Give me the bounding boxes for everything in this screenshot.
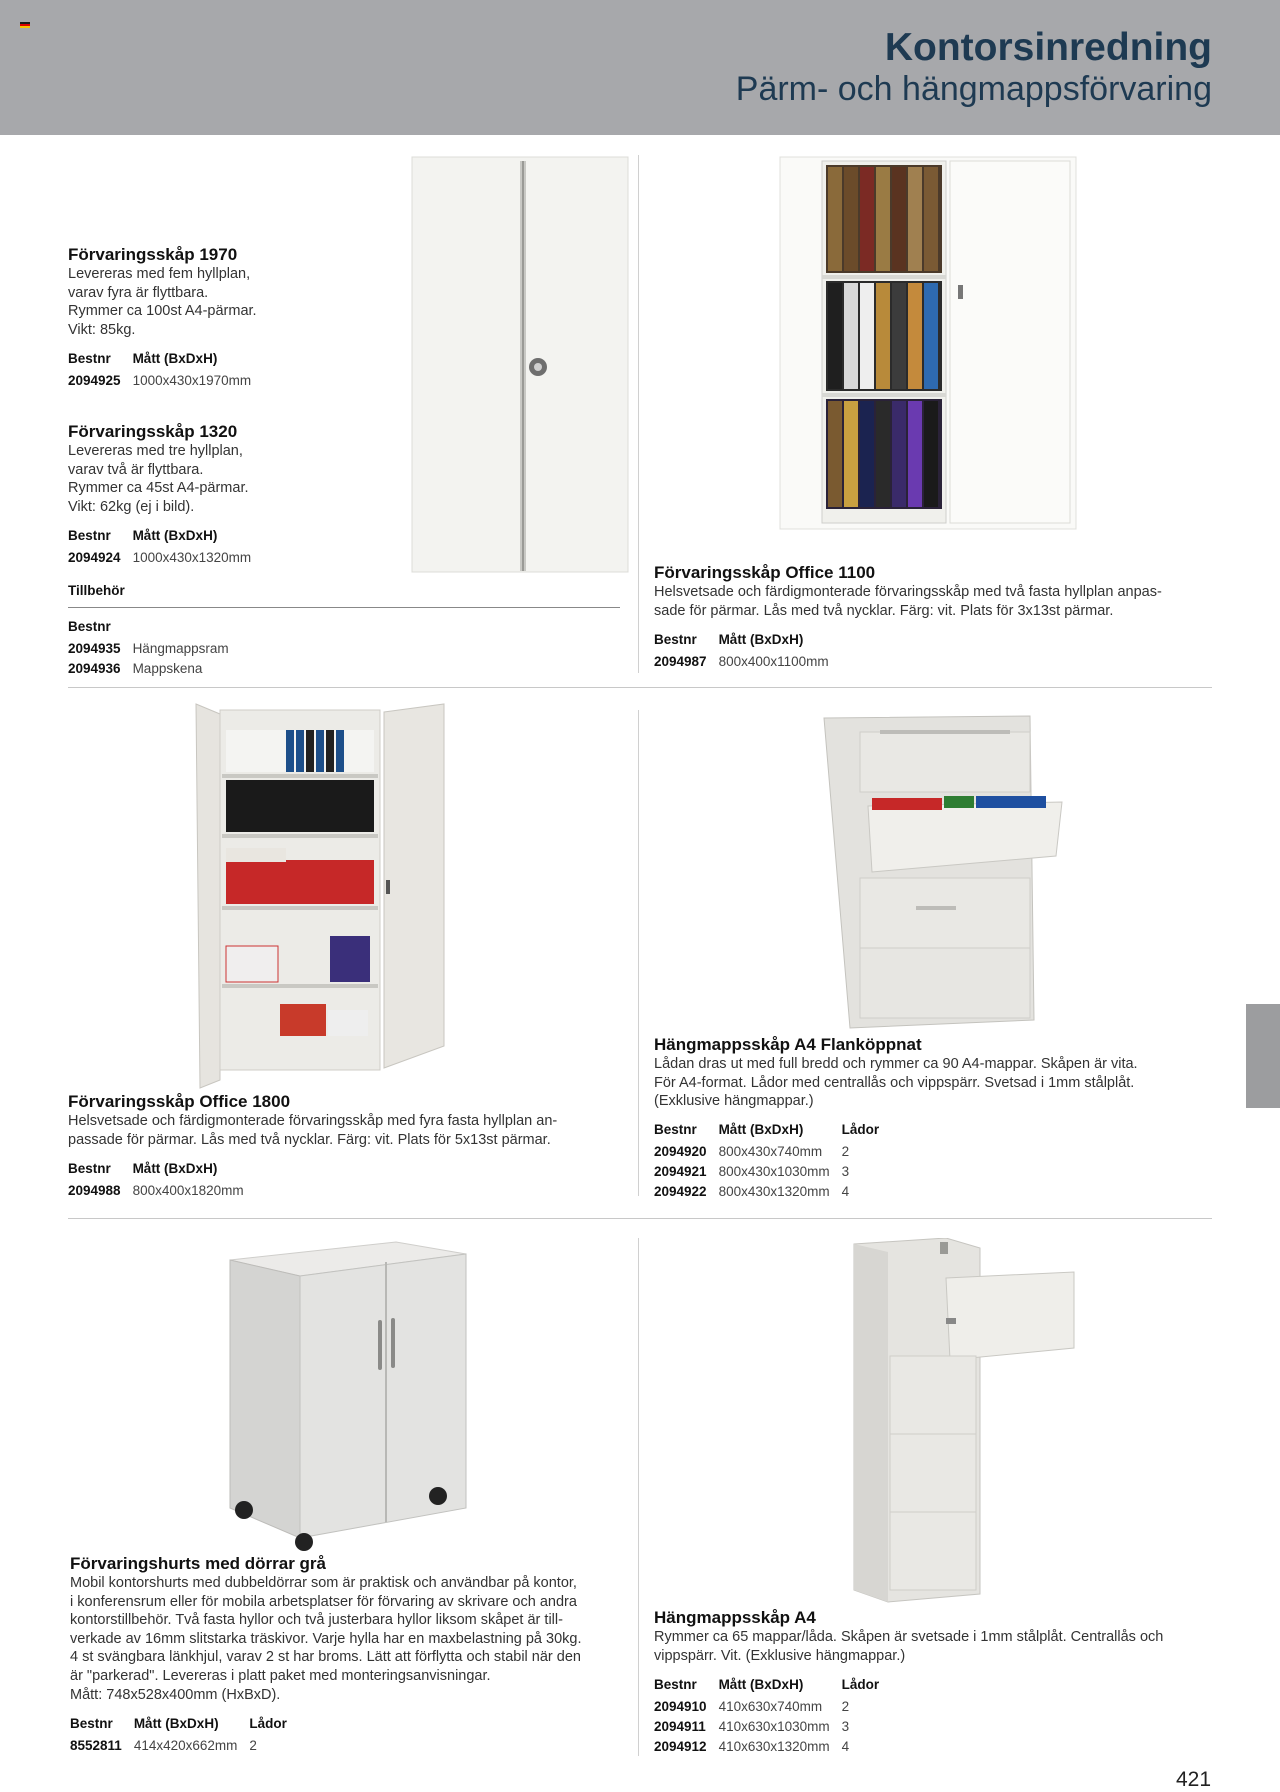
table-row — [654, 1697, 891, 1717]
cell-matt: 1000x430x1970mm — [132, 373, 252, 389]
cell-lador: 2 — [841, 1144, 850, 1160]
product-office-1800 — [68, 1091, 628, 1201]
table-row — [70, 1736, 299, 1756]
cell-matt: 800x430x1030mm — [718, 1164, 830, 1180]
product-desc-line: Rymmer ca 100st A4-pärmar. — [68, 303, 257, 320]
product-desc-line: Rymmer ca 45st A4-pärmar. — [68, 480, 249, 497]
product-hurts — [70, 1553, 630, 1756]
cell-matt: 414x420x662mm — [133, 1737, 238, 1753]
spec-table — [654, 1673, 891, 1757]
product-1970 — [68, 244, 398, 391]
table-row — [68, 640, 241, 660]
cell-lador: 4 — [841, 1738, 850, 1754]
col-bestnr: Bestnr — [654, 631, 697, 647]
col-matt: Mått (BxDxH) — [132, 528, 218, 544]
table-row — [654, 1163, 891, 1183]
cell-bestnr: 2094936 — [68, 661, 121, 677]
product-desc-line: Levereras med tre hyllplan, — [68, 443, 243, 459]
cell-matt: 410x630x1320mm — [718, 1738, 830, 1754]
cell-bestnr: 2094911 — [654, 1718, 706, 1734]
cell-bestnr: 2094935 — [68, 641, 121, 657]
cell-lador: 3 — [841, 1718, 850, 1734]
cell-bestnr: 2094912 — [654, 1738, 707, 1754]
spec-table — [68, 524, 263, 568]
product-title: Hängmappsskåp A4 — [654, 1608, 816, 1627]
product-flankoppnat — [654, 1034, 1214, 1203]
product-title: Förvaringsskåp Office 1800 — [68, 1092, 291, 1111]
product-image-cabinet-1970 — [410, 155, 630, 575]
col-matt: Mått (BxDxH) — [718, 631, 804, 647]
product-image-flankoppnat — [820, 710, 1070, 1030]
cell-matt: 410x630x740mm — [718, 1698, 823, 1714]
product-desc-line: i konferensrum eller för mobila arbetsplatser för förvaring av skrivare och andra — [70, 1593, 577, 1610]
product-desc-line: 4 st svängbara länkhjul, varav 2 st har broms. Lätt att förflytta och stabil när den — [70, 1649, 581, 1666]
product-desc-line: Mått: 748x528x400mm (HxBxD). — [70, 1686, 281, 1703]
product-desc-line: Vikt: 85kg. — [68, 321, 136, 338]
page-number: 421 — [1176, 1768, 1212, 1791]
product-desc-line: För A4-format. Lådor med centrallås och vippspärr. Svetsad i 1mm stålplåt. — [654, 1074, 1135, 1091]
product-desc-line: Helsvetsade och färdigmonterade förvaringsskåp med fyra fasta hyllplan an- — [68, 1113, 558, 1129]
product-title: Förvaringsskåp 1320 — [68, 422, 238, 441]
accessories-title: Tillbehör — [68, 582, 620, 608]
product-image-hangmappsskap-a4 — [850, 1238, 1080, 1608]
table-row — [68, 548, 263, 568]
row-divider — [68, 687, 1212, 688]
product-desc-line: passade för pärmar. Lås med två nycklar. Färg: vit. Plats för 5x13st pärmar. — [68, 1131, 551, 1148]
product-desc-line: kontorstillbehör. Två fasta hyllor och två justerbara hyllor liksom skåpet är till- — [70, 1612, 563, 1629]
spec-table — [68, 616, 241, 680]
col-bestnr: Bestnr — [654, 1122, 697, 1138]
page-subtitle: Pärm- och hängmappsförvaring — [735, 70, 1212, 108]
col-matt: Mått (BxDxH) — [718, 1122, 804, 1138]
cell-name: Hängmappsram — [132, 641, 229, 657]
product-title: Förvaringshurts med dörrar grå — [70, 1554, 327, 1573]
table-row — [68, 660, 241, 680]
table-row — [654, 1717, 891, 1737]
spec-table — [654, 628, 841, 672]
page-title: Kontorsinredning — [884, 26, 1212, 69]
column-divider — [638, 710, 639, 1196]
col-bestnr: Bestnr — [68, 1160, 111, 1176]
product-hangmappsskap-a4 — [654, 1607, 1214, 1757]
table-row — [68, 1181, 256, 1201]
cell-bestnr: 2094987 — [654, 653, 707, 669]
col-matt: Mått (BxDxH) — [718, 1676, 804, 1692]
col-bestnr: Bestnr — [68, 619, 111, 635]
flag-icon — [20, 22, 30, 28]
cell-matt: 1000x430x1320mm — [132, 550, 252, 566]
col-lador: Lådor — [841, 1122, 880, 1138]
cell-bestnr: 2094922 — [654, 1184, 707, 1200]
row-divider — [68, 1218, 1212, 1219]
cell-matt: 800x400x1100mm — [718, 653, 829, 669]
product-desc-line: varav fyra är flyttbara. — [68, 284, 209, 301]
table-row — [654, 652, 841, 672]
product-image-office-1800 — [190, 700, 450, 1090]
cell-lador: 3 — [841, 1164, 850, 1180]
cell-bestnr: 2094920 — [654, 1144, 707, 1160]
spec-table — [68, 347, 263, 391]
col-lador: Lådor — [841, 1676, 880, 1692]
product-title: Förvaringsskåp Office 1100 — [654, 563, 876, 582]
product-desc-line: är "parkerad". Levereras i platt paket med monteringsanvisningar. — [70, 1667, 491, 1684]
product-title: Förvaringsskåp 1970 — [68, 245, 238, 264]
page-header — [0, 0, 1280, 135]
col-bestnr: Bestnr — [68, 528, 111, 544]
product-desc-line: Levereras med fem hyllplan, — [68, 266, 251, 282]
product-desc-line: Mobil kontorshurts med dubbeldörrar som är praktisk och användbar på kontor, — [70, 1575, 577, 1591]
cell-matt: 410x630x1030mm — [718, 1718, 830, 1734]
product-title: Hängmappsskåp A4 Flanköppnat — [654, 1035, 922, 1054]
product-office-1100 — [654, 562, 1214, 672]
spec-table — [68, 1157, 256, 1201]
cell-name: Mappskena — [132, 661, 203, 677]
col-bestnr: Bestnr — [70, 1715, 113, 1731]
col-matt: Mått (BxDxH) — [132, 1160, 218, 1176]
product-1320 — [68, 421, 398, 568]
col-lador: Lådor — [249, 1715, 287, 1731]
column-divider — [638, 155, 639, 673]
cell-bestnr: 2094924 — [68, 550, 121, 566]
cell-bestnr: 2094925 — [68, 373, 121, 389]
product-desc-line: verkade av 16mm slitstarka träskivor. Varje hylla har en maxbelastning på 30kg. — [70, 1630, 582, 1647]
cell-lador: 2 — [249, 1737, 257, 1753]
product-desc-line: sade för pärmar. Lås med två nycklar. Färg: vit. Plats för 3x13st pärmar. — [654, 602, 1114, 619]
cell-bestnr: 2094988 — [68, 1182, 121, 1198]
product-desc-line: Rymmer ca 65 mappar/låda. Skåpen är svetsade i 1mm stålplåt. Centrallås och — [654, 1629, 1164, 1645]
product-desc-line: (Exklusive hängmappar.) — [654, 1093, 814, 1110]
col-matt: Mått (BxDxH) — [132, 351, 218, 367]
section-tab — [1246, 1004, 1280, 1108]
table-row — [654, 1737, 891, 1757]
col-bestnr: Bestnr — [68, 351, 111, 367]
cell-bestnr: 2094921 — [654, 1164, 707, 1180]
table-row — [654, 1183, 891, 1203]
cell-matt: 800x430x740mm — [718, 1144, 823, 1160]
cell-bestnr: 8552811 — [70, 1737, 122, 1753]
product-desc-line: varav två är flyttbara. — [68, 461, 204, 478]
cell-lador: 4 — [841, 1184, 850, 1200]
product-desc-line: Helsvetsade och färdigmonterade förvaringsskåp med två fasta hyllplan anpas- — [654, 584, 1162, 600]
col-matt: Mått (BxDxH) — [133, 1715, 219, 1731]
product-desc-line: Lådan dras ut med full bredd och rymmer ca 90 A4-mappar. Skåpen är vita. — [654, 1056, 1138, 1072]
col-bestnr: Bestnr — [654, 1676, 697, 1692]
spec-table — [654, 1119, 891, 1203]
cell-lador: 2 — [841, 1698, 850, 1714]
table-row — [68, 371, 263, 391]
spec-table — [70, 1712, 299, 1756]
product-image-hurts — [226, 1238, 476, 1552]
product-desc-line: vippspärr. Vit. (Exklusive hängmappar.) — [654, 1647, 906, 1664]
cell-matt: 800x430x1320mm — [718, 1184, 830, 1200]
cell-matt: 800x400x1820mm — [132, 1182, 244, 1198]
table-row — [654, 1143, 891, 1163]
product-desc-line: Vikt: 62kg (ej i bild). — [68, 498, 195, 515]
product-image-office-1100 — [778, 155, 1088, 545]
accessories — [68, 570, 628, 680]
column-divider — [638, 1238, 639, 1756]
cell-bestnr: 2094910 — [654, 1698, 707, 1714]
